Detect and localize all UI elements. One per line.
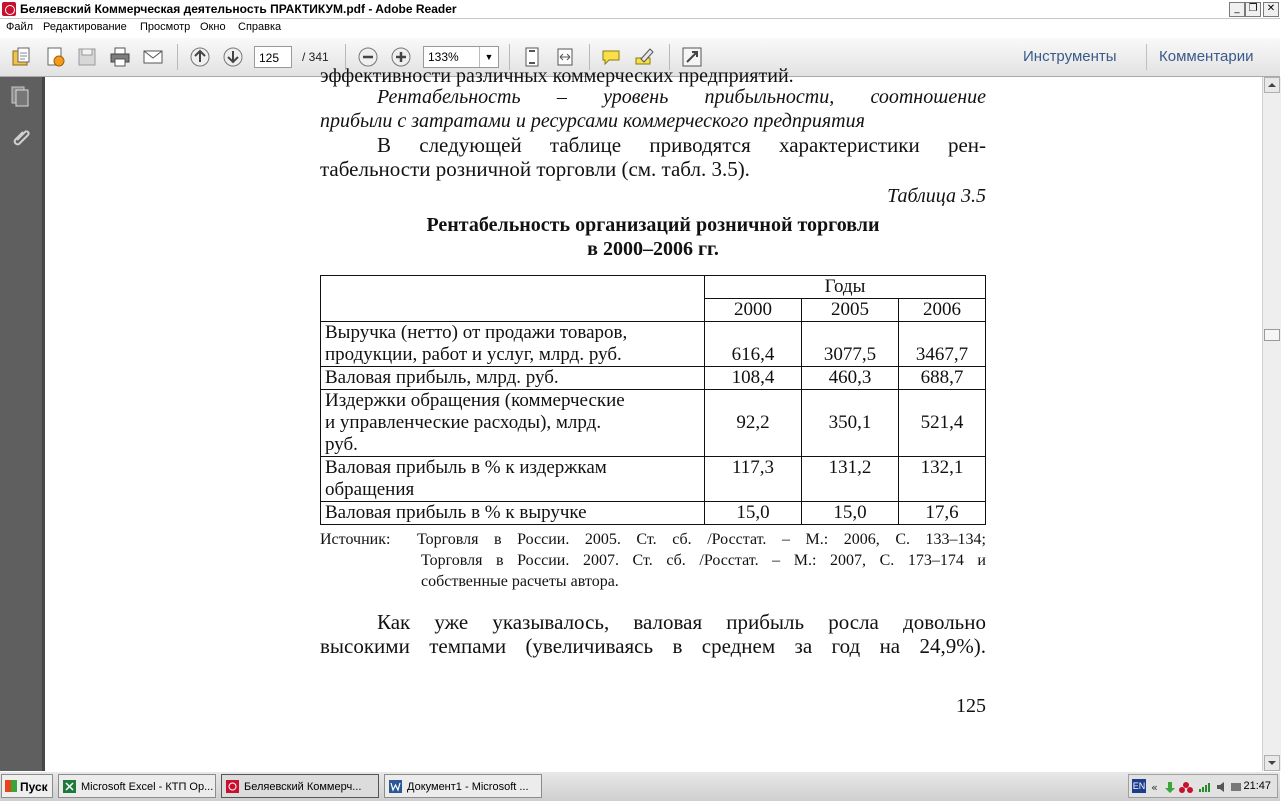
excel-icon xyxy=(63,780,76,793)
row-label: Валовая прибыль в % к издержкам обращения xyxy=(321,457,705,502)
title-bar xyxy=(0,0,1280,19)
table-row xyxy=(321,457,986,502)
paragraph-line: табельности розничной торговли (см. табл. 3.5). xyxy=(320,157,750,181)
table-number: Таблица 3.5 xyxy=(887,185,986,207)
adobe-reader-icon xyxy=(226,780,239,793)
row-label: Валовая прибыль, млрд. руб. xyxy=(321,367,705,390)
navigation-pane xyxy=(0,77,45,771)
zoom-value: 133% xyxy=(428,50,459,64)
chevron-down-icon[interactable]: ▼ xyxy=(479,47,498,67)
scroll-thumb[interactable] xyxy=(1264,329,1280,341)
close-button[interactable]: ✕ xyxy=(1263,2,1279,17)
table-year-header: 2005 xyxy=(802,299,899,322)
paragraph-line: В следующей таблице приводятся характеристики рен- xyxy=(377,133,986,157)
scroll-up-icon[interactable] xyxy=(1264,77,1280,93)
tools-button[interactable]: Инструменты xyxy=(1023,48,1117,65)
menu-help[interactable]: Справка xyxy=(238,21,282,33)
table-cell: 688,7 xyxy=(899,367,986,390)
table-corner-cell xyxy=(321,276,705,322)
data-table xyxy=(320,275,986,525)
table-year-header: 2000 xyxy=(705,299,802,322)
table-cell: 132,1 xyxy=(899,457,986,502)
pages-icon[interactable] xyxy=(9,85,31,107)
comments-button[interactable]: Комментарии xyxy=(1159,48,1254,65)
table-cell: 15,0 xyxy=(705,502,802,525)
table-row xyxy=(321,502,986,525)
task-label: Документ1 - Microsoft ... xyxy=(407,781,529,793)
taskbar xyxy=(0,771,1280,801)
task-adobe-reader[interactable] xyxy=(221,774,379,798)
tray-icons xyxy=(1151,780,1251,794)
paragraph-line: высокими темпами (увеличиваясь в среднем за год на 24,9%). xyxy=(320,634,986,658)
paragraph-line: Как уже указывалось, валовая прибыль росла довольно xyxy=(377,610,986,634)
menu-file[interactable]: Файл xyxy=(6,21,34,33)
vertical-scrollbar[interactable] xyxy=(1262,77,1281,771)
table-cell: 350,1 xyxy=(802,390,899,457)
text-line: эффективности различных коммерческих предприятий. xyxy=(320,65,794,87)
table-cell: 117,3 xyxy=(705,457,802,502)
source-label: Источник: xyxy=(320,531,391,548)
task-label: Microsoft Excel - КТП Ор... xyxy=(81,781,214,793)
table-cell: 521,4 xyxy=(899,390,986,457)
menu-edit[interactable]: Редактирование xyxy=(43,21,127,33)
table-title: в 2000–2006 гг. xyxy=(587,238,719,260)
task-label: Беляевский Коммерч... xyxy=(244,781,362,793)
page-number: 125 xyxy=(956,695,986,717)
table-title: Рентабельность организаций розничной торговли xyxy=(426,214,880,236)
table-cell: 108,4 xyxy=(705,367,802,390)
system-tray xyxy=(1128,774,1278,798)
table-cell: 460,3 xyxy=(802,367,899,390)
attachments-icon[interactable] xyxy=(9,127,31,149)
email-icon[interactable] xyxy=(140,45,166,69)
start-button[interactable]: Пуск xyxy=(1,774,53,798)
clock: 21:47 xyxy=(1243,780,1271,792)
create-pdf-icon[interactable] xyxy=(42,45,68,69)
save-icon[interactable] xyxy=(74,45,100,69)
table-cell: 15,0 xyxy=(802,502,899,525)
table-header-row xyxy=(321,276,986,299)
svg-text:«: « xyxy=(1151,781,1158,794)
table-row xyxy=(321,390,986,457)
table-group-header: Годы xyxy=(705,276,986,299)
table-cell: 616,4 xyxy=(705,322,802,367)
next-page-icon[interactable] xyxy=(220,45,246,69)
minimize-button[interactable]: _ xyxy=(1229,2,1245,17)
task-excel[interactable] xyxy=(58,774,216,798)
table-cell: 92,2 xyxy=(705,390,802,457)
document-view xyxy=(45,65,1262,771)
table-year-header: 2006 xyxy=(899,299,986,322)
table-cell: 17,6 xyxy=(899,502,986,525)
table-row xyxy=(321,322,986,367)
source-line: Торговля в России. 2005. Ст. сб. /Росстат. – М.: 2006, С. 133–134; xyxy=(417,531,986,548)
task-word[interactable] xyxy=(384,774,542,798)
print-icon[interactable] xyxy=(107,45,133,69)
table-cell: 3077,5 xyxy=(802,322,899,367)
definition-line: прибыли с затратами и ресурсами коммерческого предприятия xyxy=(320,110,865,132)
row-label: Валовая прибыль в % к выручке xyxy=(321,502,705,525)
menu-bar xyxy=(0,19,1280,38)
table-cell: 3467,7 xyxy=(899,322,986,367)
menu-view[interactable]: Просмотр xyxy=(140,21,191,33)
menu-window[interactable]: Окно xyxy=(200,21,226,33)
previous-page-icon[interactable] xyxy=(187,45,213,69)
source-line: собственные расчеты автора. xyxy=(421,573,619,590)
table-row xyxy=(321,367,986,390)
row-label: Выручка (нетто) от продажи товаров, продукции, работ и услуг, млрд. руб. xyxy=(321,322,705,367)
page-total-label: / 341 xyxy=(302,50,329,64)
open-file-icon[interactable] xyxy=(8,45,34,69)
scroll-down-icon[interactable] xyxy=(1264,755,1280,771)
restore-button[interactable]: ❐ xyxy=(1245,2,1261,17)
page-number-input[interactable]: 125 xyxy=(254,46,292,68)
source-line: Торговля в России. 2007. Ст. сб. /Росстат. – М.: 2007, С. 173–174 и xyxy=(421,552,986,569)
language-indicator[interactable]: EN xyxy=(1132,781,1146,791)
row-label: Издержки обращения (коммерческие и управленческие расходы), млрд. руб. xyxy=(321,390,705,457)
window-title: Беляевский Коммерческая деятельность ПРАКТИКУМ.pdf - Adobe Reader xyxy=(20,2,457,16)
table-cell: 131,2 xyxy=(802,457,899,502)
definition-line: Рентабельность – уровень прибыльности, соотношение xyxy=(377,86,986,108)
word-icon xyxy=(389,780,402,793)
adobe-reader-icon xyxy=(2,2,16,16)
